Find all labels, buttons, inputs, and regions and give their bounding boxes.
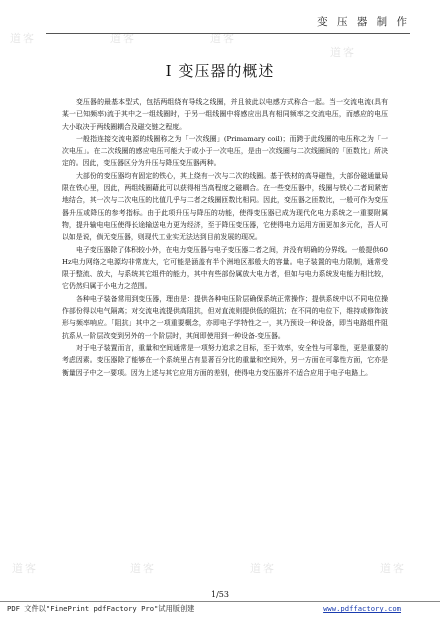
paragraph: 一般指连接交流电源的线圈称之为「一次线圈」(Primamary coil)；而跨于此线圈的电压称之为「一次电压」。在二次线圈的感应电压可能大于或小于一次电压，是由一次线圈与二次线圈间的「匝数比」所决定的。因此，变压器区分为升压与降压变压器两种。: [62, 134, 388, 168]
watermark: 道客: [110, 32, 136, 45]
header-rule: [46, 33, 410, 34]
paragraph: 对于电子装置而言，重量和空间通常是一项努力追求之目标，至于效率，安全性与可靠性，更是重要的考虑因素。变压器除了能够在一个系统里占有显著百分比的重量和空间外，另一方面在可靠性方面，它亦是衡量因子中之一要项。因为上述与其它应用方面的差别，使得电力变压器并不适合应用于电子电路上。: [62, 343, 388, 377]
watermark: 道客: [10, 32, 36, 45]
paragraph: 电子变压器除了体积较小外，在电力变压器与电子变压器二者之间，并没有明确的分界线。一般提供60Hz电力网络之电源均非常庞大，它可能是涵盖有半个洲地区那般大的容量。电子装置的电力限制，通常受限于整流、放大，与系统其它组件的能力，其中有些部份属放大电力者，但如与电力系统发电能力相比较，它仍然归属于小电力之范围。: [62, 245, 388, 291]
watermark: 道客: [130, 562, 156, 575]
paragraph: 变压器的最基本型式，包括两组绕有导线之线圈，并且彼此以电感方式称合一起。当一交流电流(具有某一已知频率)流于其中之一组线圈时，于另一组线圈中将感应出具有相同频率之交流电压，而感应的电压大小取决于两线圈耦合及磁交链之程度。: [62, 98, 388, 131]
footer-rule: [0, 601, 440, 602]
watermark: 道客: [330, 46, 356, 59]
page-number: 1/53: [211, 590, 229, 599]
watermark: 道客: [380, 562, 406, 575]
page-title: I 变压器的概述: [165, 62, 275, 80]
footer-notice: PDF 文件以"FinePrint pdfFactory Pro"试用版创建: [7, 604, 195, 613]
paragraph: 各种电子装备常用到变压器，理由是：提供各种电压阶层确保系统正常操作；提供系统中以不同电位操作部份得以电气隔离；对交流电流提供高阻抗，但对直流则提供低的阻抗；在不同的电位下，维持或修饰波形与频率响应。「阻抗」其中之一项重要概念，亦即电子学特性之一，其乃预设一种设备，即当电路组件阻抗系从一阶层改变到另外的一个阶层时，其间即使用到一种设备-变压器。: [62, 294, 388, 340]
paragraph: 大部份的变压器均有固定的铁心，其上绕有一次与二次的线圈。基于铁材的高导磁性，大部份磁通量局限在铁心里，因此，两组线圈藉此可以获得相当高程度之磁耦合。在一些变压器中，线圈与铁心二者间紧密地结合，其一次与二次电压的比值几乎与二者之线圈匝数比相同。因此，变压器之匝数比，一般可作为变压器升压或降压的参考指标。由于此项升压与降压的功能，使得变压器已成为现代化电力系统之一重要附属物，提升输电电压使得长途输送电力更为经济，至于降压变压器，它使得电力运用方面更加多元化，吾人可以如是说，倘无变压器，则现代工业实无法达到目前发展的现况。: [62, 171, 388, 242]
watermark: 道客: [250, 562, 276, 575]
footer-link[interactable]: www.pdffactory.com: [323, 604, 401, 613]
running-header: 变 压 器 制 作: [317, 16, 410, 28]
watermark: 道客: [210, 32, 236, 45]
footer: [3, 604, 437, 616]
watermark: 道客: [12, 562, 38, 575]
body-text: [62, 96, 388, 379]
